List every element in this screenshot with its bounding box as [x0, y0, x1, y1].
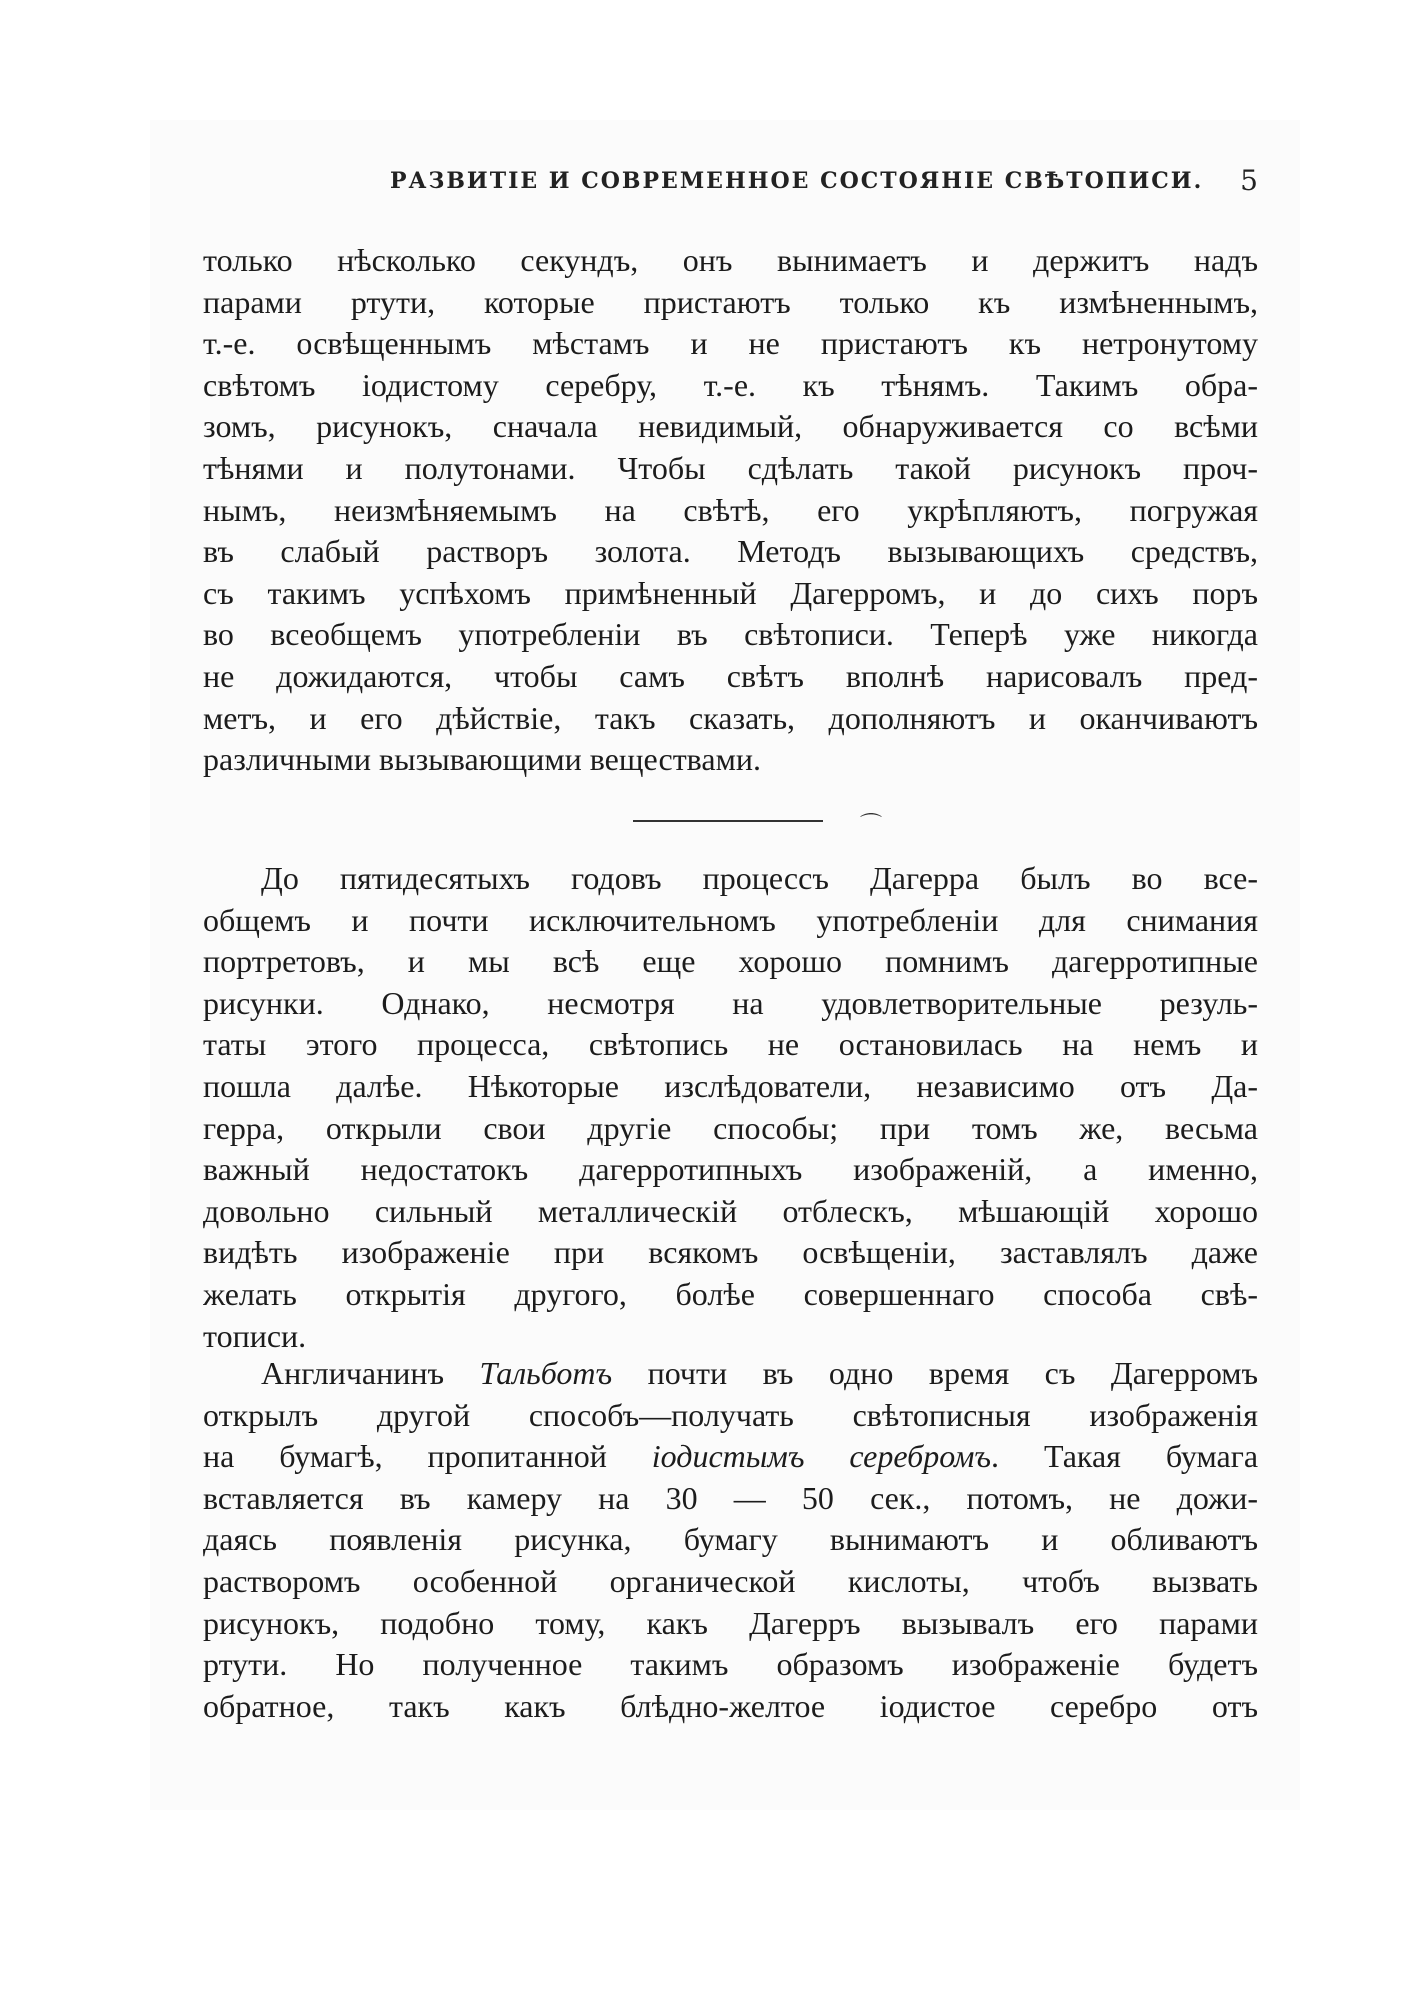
text-line: только нѣсколько секундъ, онъ вынимаетъ и держитъ надъ	[203, 242, 1258, 278]
text-segment: вставляется въ камеру на 30 — 50 сек., потомъ, не дожи-	[203, 1479, 1258, 1516]
text-segment: открылъ другой способъ—получать свѣтописныя изображенія	[203, 1396, 1258, 1433]
text-line	[203, 1436, 1258, 1478]
text-segment: обратное, такъ какъ блѣдно-желтое іодистое серебро отъ	[203, 1687, 1258, 1724]
text-line: во всеобщемъ употребленіи въ свѣтописи. Теперѣ уже никогда	[203, 616, 1258, 653]
text-line: парами ртути, которые пристаютъ только къ измѣненнымъ,	[203, 283, 1258, 320]
text-line: портретовъ, и мы всѣ еще хорошо помнимъ дагерротипные	[203, 943, 1258, 980]
text-line	[203, 1603, 1258, 1645]
section-separator-rule	[633, 820, 823, 822]
text-line: герра, открыли свои другіе способы; при томъ же, весьма	[203, 1109, 1258, 1146]
text-line: зомъ, рисунокъ, сначала невидимый, обнаруживается со всѣми	[203, 408, 1258, 445]
running-title: РАЗВИТІЕ И СОВРЕМЕННОЕ СОСТОЯНІЕ СВѢТОПИСИ.	[390, 168, 1204, 194]
text-line	[203, 1686, 1258, 1728]
text-line: съ такимъ успѣхомъ примѣненный Дагерромъ, и до сихъ поръ	[203, 574, 1258, 611]
italic-term: іодистымъ серебромъ	[651, 1438, 992, 1475]
text-line: рисунки. Однако, несмотря на удовлетворительные резуль-	[203, 984, 1258, 1021]
paragraph-3	[203, 1353, 1258, 1727]
text-line: таты этого процесса, свѣтопись не остановилась на немъ и	[203, 1026, 1258, 1063]
text-line: не дожидаются, чтобы самъ свѣтъ вполнѣ нарисовалъ пред-	[203, 657, 1258, 694]
text-line: видѣть изображеніе при всякомъ освѣщеніи, заставлялъ даже	[203, 1234, 1258, 1271]
text-line: тѣнями и полутонами. Чтобы сдѣлать такой рисунокъ проч-	[203, 449, 1258, 486]
text-line: общемъ и почти исключительномъ употребленіи для снимания	[203, 901, 1258, 938]
text-segment: почти въ одно время съ Дагерромъ	[612, 1355, 1258, 1391]
text-line: въ слабый растворъ золота. Методъ вызывающихъ средствъ,	[203, 533, 1258, 570]
text-segment: рисунокъ, подобно тому, какъ Дагерръ вызывалъ его парами	[203, 1604, 1258, 1641]
text-line	[203, 1519, 1258, 1561]
text-line: пошла далѣе. Нѣкоторые изслѣдователи, независимо отъ Да-	[203, 1067, 1258, 1104]
text-line: свѣтомъ іодистому серебру, т.-е. къ тѣнямъ. Такимъ обра-	[203, 366, 1258, 403]
paragraph-1	[203, 240, 1258, 781]
text-line: метъ, и его дѣйствіе, такъ сказать, дополняютъ и оканчиваютъ	[203, 699, 1258, 736]
text-segment: растворомъ особенной органической кислоты, чтобъ вызвать	[203, 1562, 1258, 1599]
text-segment: Англичанинъ	[261, 1355, 480, 1391]
page-number: 5	[1240, 164, 1258, 197]
text-line: До пятидесятыхъ годовъ процессъ Дагерра былъ во все-	[261, 860, 1258, 896]
text-line: различными вызывающими веществами.	[203, 741, 761, 778]
text-segment: ртути. Но полученное такимъ образомъ изображеніе будетъ	[203, 1646, 1258, 1683]
text-segment: . Такая бумага	[991, 1438, 1258, 1475]
text-line: важный недостатокъ дагерротипныхъ изображеній, а именно,	[203, 1151, 1258, 1188]
italic-term: Тальботъ	[479, 1355, 613, 1391]
text-segment: на бумагѣ, пропитанной	[203, 1438, 652, 1475]
text-line: желать открытія другого, болѣе совершеннаго способа свѣ-	[203, 1275, 1258, 1312]
text-line: т.-е. освѣщеннымъ мѣстамъ и не пристаютъ къ нетронутому	[203, 325, 1258, 362]
text-line	[203, 1644, 1258, 1686]
paragraph-2	[203, 858, 1258, 1357]
section-separator-mark: ⌒	[860, 813, 883, 838]
text-line	[203, 1395, 1258, 1437]
text-line	[203, 1478, 1258, 1520]
text-segment: даясь появленія рисунка, бумагу вынимаютъ и обливаютъ	[203, 1521, 1258, 1558]
text-line: нымъ, неизмѣняемымъ на свѣтѣ, его укрѣпляютъ, погружая	[203, 491, 1258, 528]
text-line	[203, 1561, 1258, 1603]
text-line	[203, 1353, 1258, 1395]
page-header	[390, 164, 1258, 208]
text-line: довольно сильный металлическій отблескъ, мѣшающій хорошо	[203, 1192, 1258, 1229]
text-line: тописи.	[203, 1317, 307, 1354]
